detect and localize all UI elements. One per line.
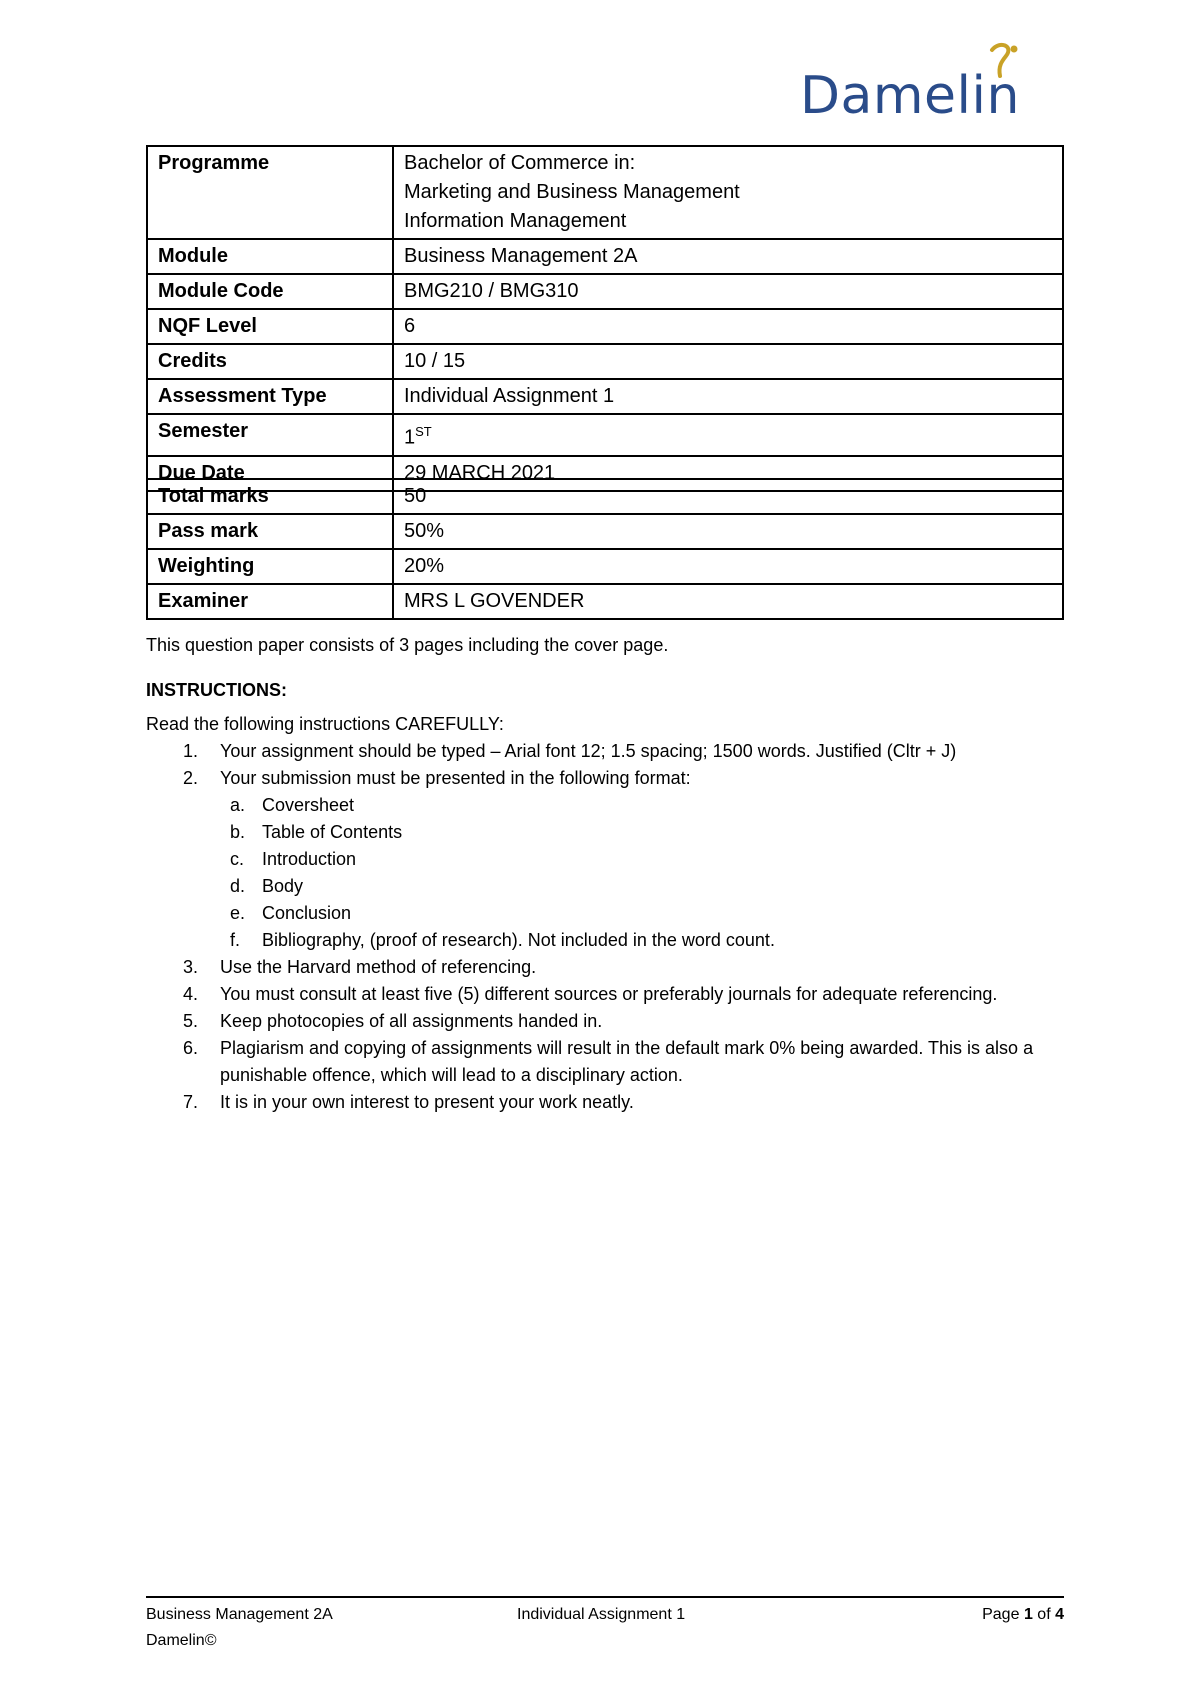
list-number: 3. [183, 957, 199, 977]
sub-list-item [146, 846, 1076, 873]
sub-list-item [146, 819, 1076, 846]
programme-value [393, 146, 1063, 239]
nqf-level-label: NQF Level [147, 309, 393, 344]
module-label: Module [147, 239, 393, 274]
assessment-type-label: Assessment Type [147, 379, 393, 414]
sub-list-letter: d. [230, 876, 246, 896]
module-code-value: BMG210 / BMG310 [393, 274, 1063, 309]
sub-list-text: Table of Contents [262, 822, 403, 842]
list-item [146, 1089, 1076, 1116]
page-current: 1 [1023, 1606, 1033, 1623]
list-number: 4. [183, 984, 199, 1004]
sub-list-letter: a. [230, 795, 246, 815]
page-footer [146, 1596, 1064, 1654]
sub-list-text: Conclusion [262, 903, 352, 923]
sub-list-text: Bibliography, (proof of research). Not included in the word count. [262, 930, 775, 950]
weighting-label: Weighting [147, 549, 393, 584]
list-number: 7. [183, 1092, 199, 1112]
table-row [147, 479, 1063, 514]
table-row [147, 344, 1063, 379]
sub-list-item [146, 900, 1076, 927]
table-row [147, 584, 1063, 619]
semester-value [393, 414, 1063, 456]
page-total: 4 [1055, 1606, 1064, 1623]
pass-mark-value: 50% [393, 514, 1063, 549]
examiner-value: MRS L GOVENDER [393, 584, 1063, 619]
programme-info-table [146, 145, 1064, 492]
page-word: Page [982, 1606, 1020, 1623]
sub-list-item [146, 927, 1076, 954]
programme-value-line: Marketing and Business Management [404, 181, 740, 203]
nqf-level-value: 6 [393, 309, 1063, 344]
list-item-text: It is in your own interest to present your work neatly. [220, 1092, 634, 1112]
sub-list-letter: f. [230, 930, 241, 950]
list-item [146, 738, 1076, 765]
table-row [147, 309, 1063, 344]
page-of: of [1037, 1606, 1051, 1623]
list-item [146, 1035, 1076, 1089]
module-code-label: Module Code [147, 274, 393, 309]
list-number: 1. [183, 741, 199, 761]
damelin-logo [800, 42, 1040, 132]
list-item-text: Your assignment should be typed – Arial font 12; 1.5 spacing; 1500 words. Justified (Cltr + J) [220, 741, 957, 761]
list-item-text: Your submission must be presented in the following format: [220, 768, 691, 788]
programme-value-line: Information Management [404, 210, 627, 232]
footer-page-number [982, 1602, 1064, 1628]
footer-copyright: Damelin© [146, 1632, 217, 1649]
sub-list-text: Coversheet [262, 795, 355, 815]
semester-suffix: ST [415, 424, 432, 439]
table-row [147, 414, 1063, 456]
instructions-heading: INSTRUCTIONS: [146, 680, 287, 700]
assessment-type-value: Individual Assignment 1 [393, 379, 1063, 414]
list-item-text: Use the Harvard method of referencing. [220, 957, 537, 977]
sub-list-item [146, 873, 1076, 900]
table-row [147, 514, 1063, 549]
marks-table [146, 478, 1064, 620]
weighting-value: 20% [393, 549, 1063, 584]
sub-list-text: Introduction [262, 849, 357, 869]
list-number: 2. [183, 768, 199, 788]
semester-number: 1 [404, 426, 416, 449]
instructions-lead: Read the following instructions CAREFULLY: [146, 714, 504, 734]
due-date-label: Due Date [147, 456, 393, 491]
intro-text: This question paper consists of 3 pages including the cover page. [146, 635, 669, 655]
total-marks-value: 50 [393, 479, 1063, 514]
semester-label: Semester [147, 414, 393, 456]
list-item [146, 954, 1076, 981]
logo-text: Damelin [800, 66, 1020, 126]
table-row [147, 146, 1063, 239]
table-row [147, 379, 1063, 414]
table-row [147, 274, 1063, 309]
due-date-value: 29 MARCH 2021 [393, 456, 1063, 491]
list-item [146, 765, 1076, 792]
programme-value-line: Bachelor of Commerce in: [404, 152, 636, 174]
pass-mark-label: Pass mark [147, 514, 393, 549]
list-number: 6. [183, 1038, 199, 1058]
total-marks-label: Total marks [147, 479, 393, 514]
list-item [146, 1008, 1076, 1035]
sub-list-letter: c. [230, 849, 245, 869]
list-item-text: Plagiarism and copying of assignments will result in the default mark 0% being awarded. This is also a punishable offence, which will lead to a disciplinary action. [220, 1038, 1034, 1085]
instructions-list [146, 738, 1076, 1116]
sub-list-text: Body [262, 876, 304, 896]
list-item-text: Keep photocopies of all assignments handed in. [220, 1011, 603, 1031]
programme-label: Programme [147, 146, 393, 239]
sub-list-item [146, 792, 1076, 819]
list-number: 5. [183, 1011, 199, 1031]
table-row [147, 549, 1063, 584]
sub-list-letter: b. [230, 822, 246, 842]
credits-label: Credits [147, 344, 393, 379]
sub-list-letter: e. [230, 903, 246, 923]
module-value: Business Management 2A [393, 239, 1063, 274]
table-row [147, 239, 1063, 274]
footer-module: Business Management 2A [146, 1606, 333, 1623]
footer-assessment: Individual Assignment 1 [517, 1606, 686, 1623]
list-item [146, 981, 1076, 1008]
examiner-label: Examiner [147, 584, 393, 619]
list-item-text: You must consult at least five (5) different sources or preferably journals for adequate referencing. [220, 984, 998, 1004]
credits-value: 10 / 15 [393, 344, 1063, 379]
